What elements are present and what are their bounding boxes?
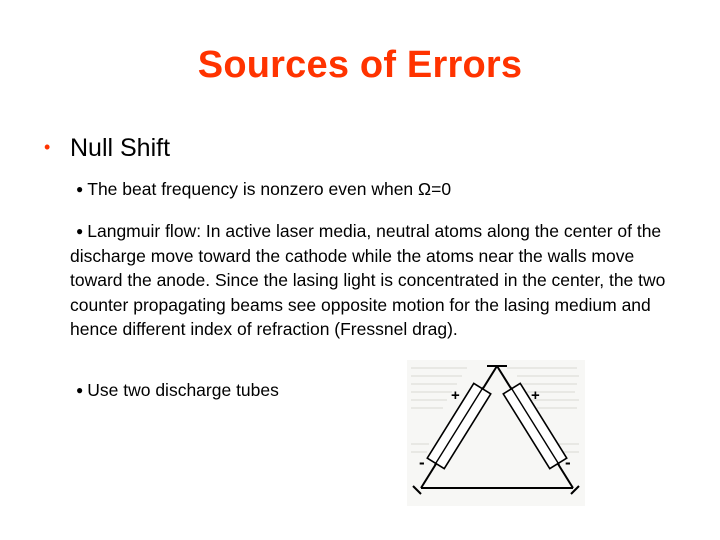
ring-laser-triangle-svg [407,360,585,506]
sub-bullet-langmuir-flow [70,219,670,342]
anode-plus-right: + [531,387,540,404]
cathode-minus-left: - [419,453,425,472]
discharge-tubes-diagram [407,360,585,506]
cathode-minus-right: - [565,453,571,472]
sub-bullet-discharge-tubes [76,378,676,403]
sub-bullet-dot-icon: ● [76,383,84,397]
sub-bullet-text: Use two discharge tubes [87,380,279,400]
bullet-text: Null Shift [70,134,171,162]
bullet-dot-icon: • [44,137,51,157]
sub-bullet-dot-icon: ● [76,182,84,196]
sub-bullet-dot-icon: ● [76,224,84,238]
sub-bullet-beat-frequency [76,177,676,202]
sub-bullet-text: The beat frequency is nonzero even when Ω=0 [87,179,452,199]
slide-title: Sources of Errors [197,44,523,86]
triangle-path [413,366,579,494]
sub-bullet-text: Langmuir flow: In active laser media, neutral atoms along the center of the discharge move toward the cathode while the atoms near the walls move toward the anode. Since the lasing light is concentrated in the center, the two counter propagating beams see opposite motion for the lasing medium and hence different index of refraction (Fressnel drag). [70,221,666,339]
anode-plus-left: + [451,387,460,404]
bullet-null-shift [44,134,170,163]
